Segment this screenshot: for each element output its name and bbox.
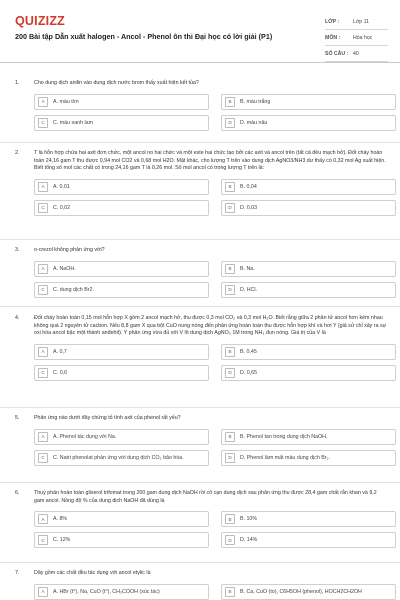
question-text: Dãy gồm các chất đều tác dụng với ancol etylic là [34,570,151,576]
options-grid [34,584,388,600]
option-text: B. 10% [240,516,258,523]
question-5 [15,415,388,466]
option-text: A. HBr (t°), Na, CuO (t°), CH₃COOH (xúc tác) [53,588,160,595]
quizizz-logo: QUIZIZZ [15,14,66,28]
question-divider [0,306,400,307]
meta-row-lop [325,14,388,30]
meta-label: LỚP : [325,18,340,25]
option-text: C. 0,6 [53,369,68,376]
option-letter-box: B [225,264,235,274]
option-a[interactable] [34,344,209,360]
question-divider [0,482,400,483]
option-letter-box: B [225,514,235,524]
options-grid [34,261,388,298]
option-text: C. dung dịch Br2. [53,286,94,293]
option-letter-box: D [225,118,235,128]
option-text: A. NaOH. [53,265,76,272]
options-grid [34,429,388,466]
option-d[interactable] [221,115,396,131]
question-number: 4. [15,315,20,321]
option-letter-box: A [38,347,48,357]
option-c[interactable] [34,115,209,131]
option-text: A. 8% [53,516,68,523]
option-text: B. Ca, CuO (to), C6H5OH (phenol), HOCH2CH2OH [240,588,362,595]
question-divider [0,562,400,563]
option-letter-box: B [225,587,235,597]
meta-row-socau [325,46,388,62]
option-letter-box: C [38,203,48,213]
question-text: Phản ứng nào dưới đây chứng tỏ tính axit của phenol rất yếu? [34,415,181,421]
options-grid [34,344,388,381]
option-text: A. 0,01 [53,183,70,190]
option-c[interactable] [34,282,209,298]
option-text: D. HCl. [240,286,258,293]
option-a[interactable] [34,429,209,445]
option-text: D. 14% [240,537,258,544]
option-b[interactable] [221,94,396,110]
option-letter-box: A [38,97,48,107]
option-text: B. 0,04 [240,183,257,190]
meta-label: SỐ CÂU : [325,50,349,57]
option-text: A. 0,7 [53,348,67,355]
option-b[interactable] [221,429,396,445]
question-divider [0,239,400,240]
option-c[interactable] [34,450,209,466]
option-letter-box: C [38,285,48,295]
option-letter-box: A [38,432,48,442]
option-text: C. 12% [53,537,71,544]
option-text: D. 0,65 [240,369,258,376]
option-letter-box: A [38,182,48,192]
option-letter-box: C [38,118,48,128]
option-c[interactable] [34,200,209,216]
option-text: C. Natri phenolat phản ứng với dung dịch CO₂ bão hòa. [53,454,184,461]
option-d[interactable] [221,365,396,381]
option-letter-box: B [225,347,235,357]
option-letter-box: B [225,97,235,107]
option-b[interactable] [221,179,396,195]
question-divider [0,407,400,408]
question-number: 7. [15,570,20,576]
question-number: 1. [15,80,20,86]
option-letter-box: D [225,453,235,463]
question-text: Cho dung dịch anilin vào dung dịch nước brom thấy xuất hiện kết tủa? [34,80,199,86]
option-letter-box: C [38,368,48,378]
option-d[interactable] [221,282,396,298]
question-number: 3. [15,247,20,253]
option-letter-box: D [225,203,235,213]
option-d[interactable] [221,532,396,548]
option-text: B. Phenol tan trong dung dịch NaOH. [240,433,328,440]
header-divider [0,62,400,63]
option-letter-box: A [38,587,48,597]
page-title: 200 Bài tập Dẫn xuất halogen - Ancol - Phenol ôn thi Đại học có lời giải (P1) [15,32,273,41]
options-grid [34,94,388,131]
question-text: T là hỗn hợp chứa hai axit đơn chức, một ancol no hai chức và một este hai chức tạo bởi các axit và ancol trên (tất cả đều mạch hở). Đốt cháy hoàn toàn 24,16 gam T thu được 0,94 mol CO2 và 0,68 mol H2O. Mặt khác, cho lượng T trên vào dung dịch AgNO3/NH3 dư thấy có 0,32 mol Ag xuất hiện. Biết tổng số mol các chất có trong 24,16 gam T là 0,26 mol. Số mol ancol có trong lượng T trên là: [34,150,386,172]
option-letter-box: B [225,182,235,192]
question-number: 5. [15,415,20,421]
option-a[interactable] [34,179,209,195]
meta-value: 40 [353,50,359,57]
question-text: o-crezol không phản ứng với? [34,247,105,253]
question-3 [15,247,388,298]
option-a[interactable] [34,94,209,110]
question-text: Thuỷ phân hoàn toàn glixerol trifomat trong 200 gam dung dịch NaOH rồi cô cạn dung dịch sau phản ứng thu được 28,4 gam chất rắn khan và 9,2 gam ancol. Nồng độ % của dung dịch NaOH đã dùng là [34,490,377,504]
option-c[interactable] [34,532,209,548]
option-text: B. 0,45 [240,348,257,355]
question-number: 6. [15,490,20,496]
option-b[interactable] [221,261,396,277]
question-text: Đốt cháy hoàn toàn 0,15 mol hỗn hợp X gồm 2 ancol mạch hở, thu được 0,3 mol CO₂ và 0,3 mol H₂O. Biết rằng giữa 2 phân tử ancol hơn kém nhau không quá 2 nguyên tử cacbon. Nếu 8,8 gam X qua bột CuO nung nóng đến phản ứng hoàn toàn thu được hỗn hợp khí và hơi Y (giả sử chỉ xảy ra sự oxi hóa ancol bậc một thành anđehit). Y phản ứng vừa đủ với V lít dung dịch AgNO₃ 1M trong NH₃ đun nóng. Giá trị của V là [34,315,387,337]
options-grid [34,511,388,548]
option-a[interactable] [34,584,209,600]
question-2 [15,150,388,216]
option-text: B. Na. [240,265,255,272]
option-c[interactable] [34,365,209,381]
option-b[interactable] [221,344,396,360]
option-b[interactable] [221,584,396,600]
question-1 [15,80,388,131]
option-text: D. màu nâu [240,119,268,126]
option-a[interactable] [34,261,209,277]
question-number: 2. [15,150,20,156]
option-letter-box: B [225,432,235,442]
meta-row-mon [325,30,388,46]
question-4 [15,315,388,381]
option-text: A. màu tím [53,98,79,105]
option-text: D. Phenol làm mất màu dung dịch Br₂. [240,454,331,461]
option-letter-box: D [225,285,235,295]
option-letter-box: C [38,535,48,545]
option-letter-box: A [38,514,48,524]
meta-value: Lớp 11 [353,18,369,25]
option-text: A. Phenol tác dụng với Na. [53,433,117,440]
question-divider [0,142,400,143]
option-letter-box: C [38,453,48,463]
meta-value: Hóa học [353,34,373,41]
meta-label: MÔN : [325,34,341,41]
meta-box [325,14,388,62]
question-7 [15,570,388,600]
option-text: C. màu xanh lam [53,119,94,126]
option-a[interactable] [34,511,209,527]
option-letter-box: D [225,368,235,378]
option-text: D. 0,03 [240,204,258,211]
option-text: C. 0,02 [53,204,71,211]
question-6 [15,490,388,548]
option-b[interactable] [221,511,396,527]
option-text: B. màu trắng [240,98,271,105]
option-letter-box: A [38,264,48,274]
option-letter-box: D [225,535,235,545]
option-d[interactable] [221,450,396,466]
option-d[interactable] [221,200,396,216]
options-grid [34,179,388,216]
